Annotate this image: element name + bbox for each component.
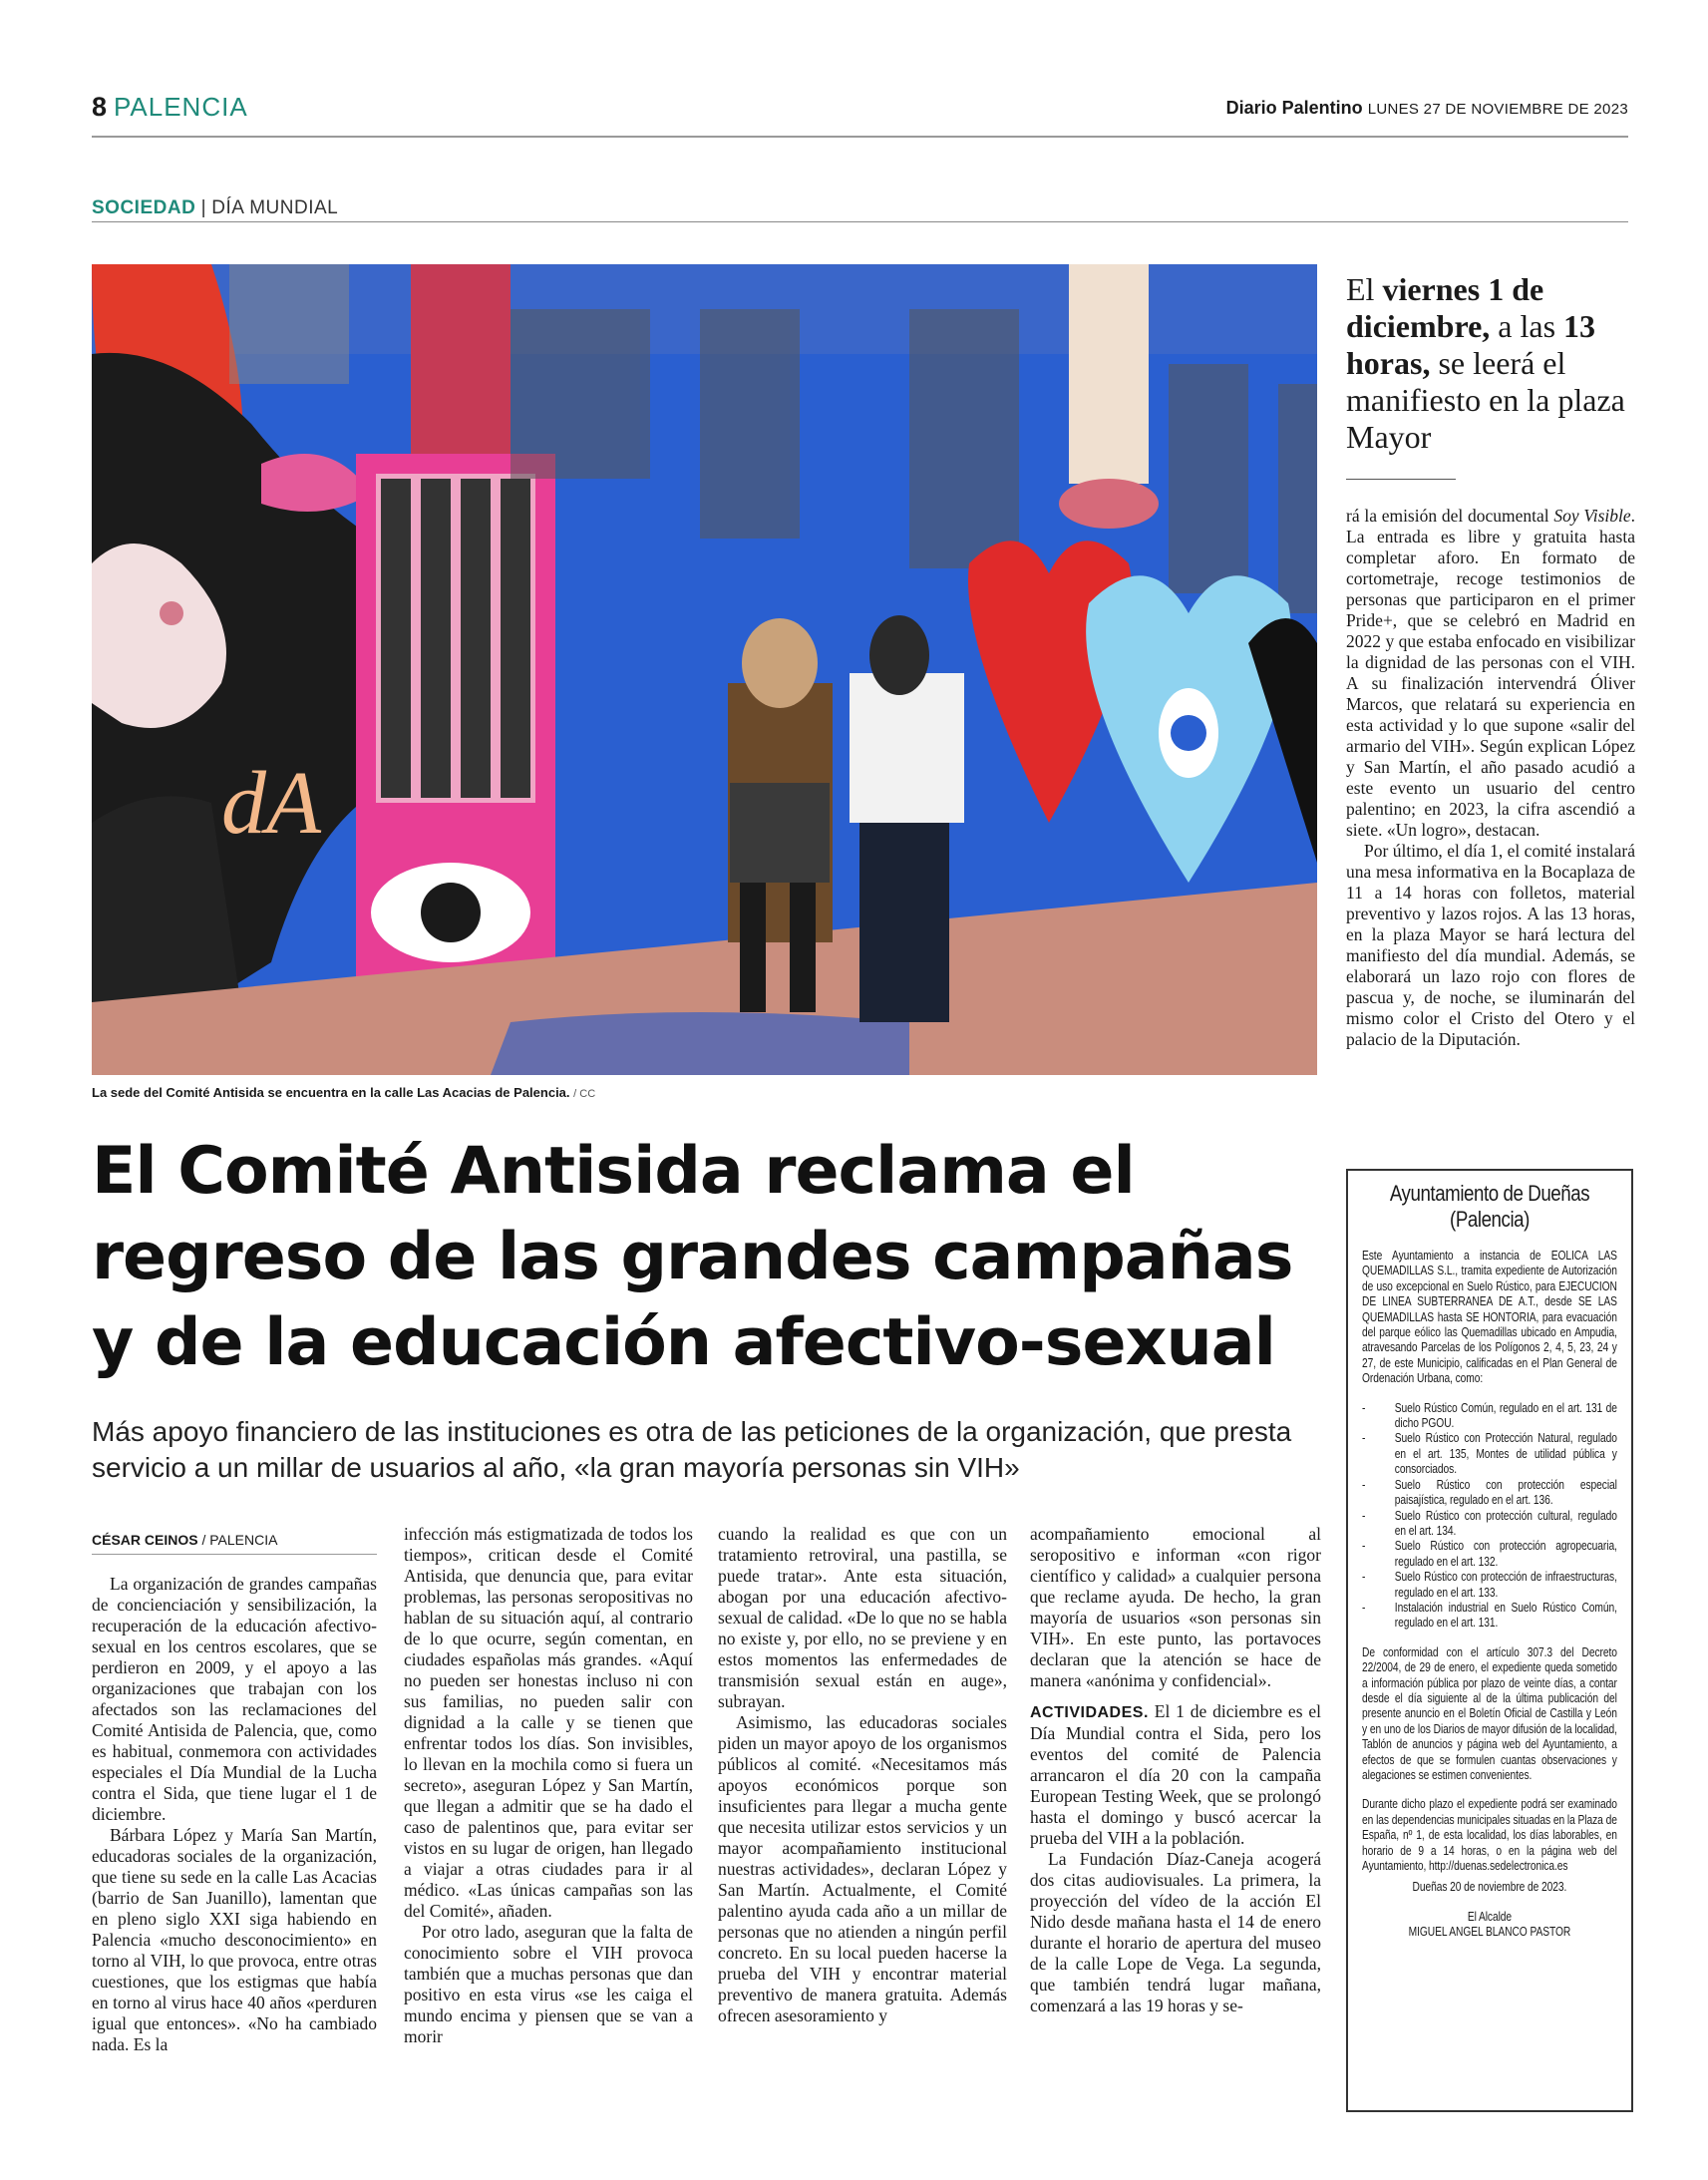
pull-quote: [1346, 271, 1630, 456]
photo-caption: [92, 1085, 595, 1100]
notice-date: Dueñas 20 de noviembre de 2023.: [1412, 1880, 1567, 1895]
body-paragraph-activities: [1030, 1701, 1321, 1849]
byline: [92, 1532, 277, 1548]
notice-list: [1362, 1401, 1617, 1632]
body-paragraph: [1346, 506, 1635, 841]
body-paragraph: La organización de grandes campañas de concienciación y sensibilización, la recuperación de la educación afectivo-sexual en los centros escolares, que se perdieron en 2009, y el apoyo a las organizaciones que trabajan con los afectados son las reclamaciones del Comité Antisida de Palencia, que, como es habitual, conmemora con actividades especiales el Día Mundial de la Lucha contra el Sida, que tiene lugar el 1 de diciembre.: [92, 1574, 377, 1824]
kicker-separator: |: [200, 197, 207, 218]
body-paragraph: Por último, el día 1, el comité instalará una mesa informativa en la Bocaplaza de 11 a 14 horas con folletos, material preventivo y lazos rojos. A las 13 horas, en la plaza Mayor se hará lectura del manifiesto del día mundial. Además, se elaborará un lazo rojo con flores de pascua y, de noche, se iluminarán del mismo color el Cristo del Otero y el palacio de la Diputación.: [1346, 841, 1635, 1049]
column-2: [404, 1524, 693, 2047]
main-photo: [92, 264, 1317, 1075]
notice-sign-name: MIGUEL ANGEL BLANCO PASTOR: [1408, 1925, 1571, 1940]
mural-photo-illustration: [92, 264, 1317, 1075]
body-paragraph: cuando la realidad es que con un tratamiento retroviral, una pastilla, se puede tratar». Ante esta situación, abogan por una educación afectivo-sexual de calidad. «De lo que no se habla no existe y, por ello, no se previene y en estos momentos las enfermedades de transmisión sexual están en auge», subrayan.: [718, 1524, 1007, 1711]
header-rule: [92, 136, 1628, 138]
kicker-topic: DÍA MUNDIAL: [211, 197, 339, 218]
byline-rule: [92, 1554, 377, 1555]
column-3: [718, 1524, 1007, 2026]
pullquote-bold: 13 horas,: [1346, 308, 1596, 381]
notice-title-line: Ayuntamiento de Dueñas: [1389, 1181, 1590, 1206]
notice-paragraph: Durante dicho plazo el expediente podrá ser examinado en las dependencias municipales situadas en la Plaza de España, nº 1, de esta localidad, los días laborables, en horario de 9 a 14 horas, o en la página web del Ayuntamiento, http://duenas.sedelectronica.es: [1362, 1797, 1617, 1874]
body-text: . La entrada es libre y gratuita hasta completar aforo. En formato de cortometraje, recoge testimonios de personas que participaron en el primer Pride+, que se celebró en Madrid en 2022 y que estaba enfocado en visibilizar la dignidad de las personas con el VIH. A su finalización intervendrá Óliver Marcos, que relatará su experiencia en esta actividad y lo que supone «salir del armario del VIH». Según explican López y San Martín, el año pasado acudió a este evento un usuario del centro palentino; en 2023, la cifra ascendió a siete. «Un logro», destacan.: [1346, 506, 1636, 840]
kicker: [92, 197, 338, 219]
pullquote-text: El: [1346, 271, 1383, 307]
notice-list-item: - Suelo Rústico con protección de infraestructuras, regulado en el art. 133.: [1362, 1570, 1617, 1601]
body-text: rá la emisión del documental: [1346, 506, 1554, 526]
issue-date: LUNES 27 DE NOVIEMBRE DE 2023: [1367, 101, 1628, 118]
notice-list-item: - Instalación industrial en Suelo Rústico Común, regulado en el art. 131.: [1362, 1601, 1617, 1632]
column-5: [1346, 506, 1635, 1050]
photo-credit: / CC: [573, 1088, 596, 1100]
notice-title-line: (Palencia): [1450, 1207, 1530, 1232]
caption-text: La sede del Comité Antisida se encuentra en la calle Las Acacias de Palencia.: [92, 1085, 570, 1100]
column-4: [1030, 1524, 1321, 2016]
headline: El Comité Antisida reclama el regreso de las grandes campañas y de la educación afectivo-sexual: [92, 1134, 1293, 1380]
mural-letter-d: dA: [221, 754, 321, 853]
column-1: [92, 1574, 377, 2055]
section-name: PALENCIA: [114, 92, 248, 122]
notice-sign-role: El Alcalde: [1467, 1909, 1513, 1924]
official-notice: [1346, 1169, 1633, 2112]
body-paragraph: acompañamiento emocional al seropositivo e informan «con rigor científico y calidad» a cualquier persona que reclame ayuda. De hecho, la gran mayoría de usuarios «son personas sin VIH». En este punto, las portavoces declaran que la atención se hace de manera «anónima y confidencial».: [1030, 1524, 1321, 1690]
section-subhead: ACTIVIDADES.: [1030, 1704, 1149, 1721]
body-paragraph: La Fundación Díaz-Caneja acogerá dos citas audiovisuales. La primera, la proyección del vídeo de la acción El Nido desde mañana hasta el 14 de enero durante el horario de apertura del museo de la calle Lope de Vega. La segunda, que también tendrá lugar mañana, comenzará a las 19 horas y se-: [1030, 1849, 1321, 2015]
pullquote-text: se leerá el manifiesto en la plaza Mayor: [1346, 345, 1625, 455]
byline-author: CÉSAR CEINOS: [92, 1532, 198, 1548]
paper-name: Diario Palentino: [1225, 98, 1363, 118]
notice-title: [1381, 1181, 1598, 1233]
notice-list-item: - Suelo Rústico con protección especial paisajística, regulado en el art. 136.: [1362, 1478, 1617, 1509]
body-paragraph: Por otro lado, aseguran que la falta de conocimiento sobre el VIH provoca también que a muchas personas que dan positivo en esta virus «se les caiga el mundo encima y piensen que se van a morir: [404, 1922, 693, 2046]
notice-list-item: - Suelo Rústico Común, regulado en el art. 131 de dicho PGOU.: [1362, 1401, 1617, 1432]
notice-list-item: - Suelo Rústico con protección agropecuaria, regulado en el art. 132.: [1362, 1539, 1617, 1570]
body-paragraph: Bárbara López y María San Martín, educadoras sociales de la organización, que tiene su sede en la calle Las Acacias (barrio de San Juanillo), lamentan que en pleno siglo XXI siga habiendo en Palencia «mucho desconocimiento» en torno al VIH, lo que provoca, entre otras cuestiones, que los estigmas que había en torno al virus hace 40 años «perduren igual que entonces». «No ha cambiado nada. Es la: [92, 1825, 377, 2054]
body-paragraph: Asimismo, las educadoras sociales piden un mayor apoyo de los organismos públicos al comité. «Necesitamos más apoyos económicos porque son insuficientes para llegar a mucha gente que necesita utilizar estos servicios y un mayor acompañamiento institucional nuestras actividades», declaran López y San Martín. Actualmente, el Comité palentino ayuda cada año a un millar de personas que no atienden a ningún perfil concreto. En su local pueden hacerse la prueba del VIH y encontrar material preventivo de manera gratuita. Además ofrecen asesoramiento y: [718, 1712, 1007, 2025]
page-number: 8: [92, 92, 108, 122]
pullquote-bold: viernes 1 de diciembre,: [1346, 271, 1544, 344]
body-paragraph: infección más estigmatizada de todos los tiempos», critican desde el Comité Antisida, que denuncia que, para evitar problemas, las personas seropositivas no hablan de su situación aquí, al contrario de lo que ocurre, según comentan, en ciudades españolas más grandes. «Aquí no pueden ser honestas incluso ni con sus familias, no pueden salir con dignidad a la calle y se tienen que enfrentar todos los días. Son invisibles, lo llevan en la mochila como si fuera un secreto», aseguran López y San Martín, que llegan a admitir que se ha dado el caso de palentinos que, para evitar ser vistos en su lugar de origen, han llegado a viajar a otras ciudades para ir al médico. «Las únicas campañas son las del Comité», añaden.: [404, 1524, 693, 1921]
kicker-section: SOCIEDAD: [92, 197, 196, 218]
kicker-rule: [92, 221, 1628, 222]
pullquote-rule: [1346, 479, 1456, 480]
pullquote-text: a las: [1490, 308, 1564, 344]
byline-place: / PALENCIA: [201, 1532, 278, 1548]
notice-list-item: - Suelo Rústico con Protección Natural, regulado en el art. 135, Montes de utilidad pública y consorciados.: [1362, 1431, 1617, 1477]
body-text: El 1 de diciembre es el Día Mundial contra el Sida, pero los eventos del comité de Palencia arrancaron el día 20 con la campaña European Testing Week, que se prolongó hasta el domingo y buscó acercar la prueba del VIH a la población.: [1030, 1701, 1321, 1848]
documentary-title: Soy Visible: [1553, 506, 1631, 526]
notice-paragraph: De conformidad con el artículo 307.3 del Decreto 22/2004, de 29 de enero, el expediente queda sometido a información pública por plazo de veinte días, a contar desde el día siguiente al de la última publicación del presente anuncio en el Boletín Oficial de Castilla y León y en uno de los Diarios de mayor difusión de la localidad, Tablón de anuncios y página web del Ayuntamiento, a efectos de que se formulen cuantas observaciones y alegaciones se estimen convenientes.: [1362, 1644, 1617, 1782]
subheadline: Más apoyo financiero de las instituciones es otra de las peticiones de la organización, que presta servicio a un millar de usuarios al año, «la gran mayoría personas sin VIH»: [92, 1416, 1292, 1483]
notice-list-item: - Suelo Rústico con protección cultural, regulado en el art. 134.: [1362, 1509, 1617, 1540]
notice-paragraph: Este Ayuntamiento a instancia de EOLICA LAS QUEMADILLAS S.L., tramita expediente de Autorización de uso excepcional en Suelo Rústico, para EJECUCION DE LINEA SUBTERRANEA DE A.T., desde SE LAS QUEMADILLAS hasta SE HONTORIA, para evacuación del parque eólico las Quemadillas ubicado en Ampudia, atravesando Parcelas de los Polígonos 2, 4, 5, 23, 24 y 27, de este Municipio, calificadas en el Plan General de Ordenación Urbana, como:: [1362, 1249, 1617, 1386]
masthead: [1226, 98, 1628, 119]
notice-body: [1362, 1249, 1617, 1941]
